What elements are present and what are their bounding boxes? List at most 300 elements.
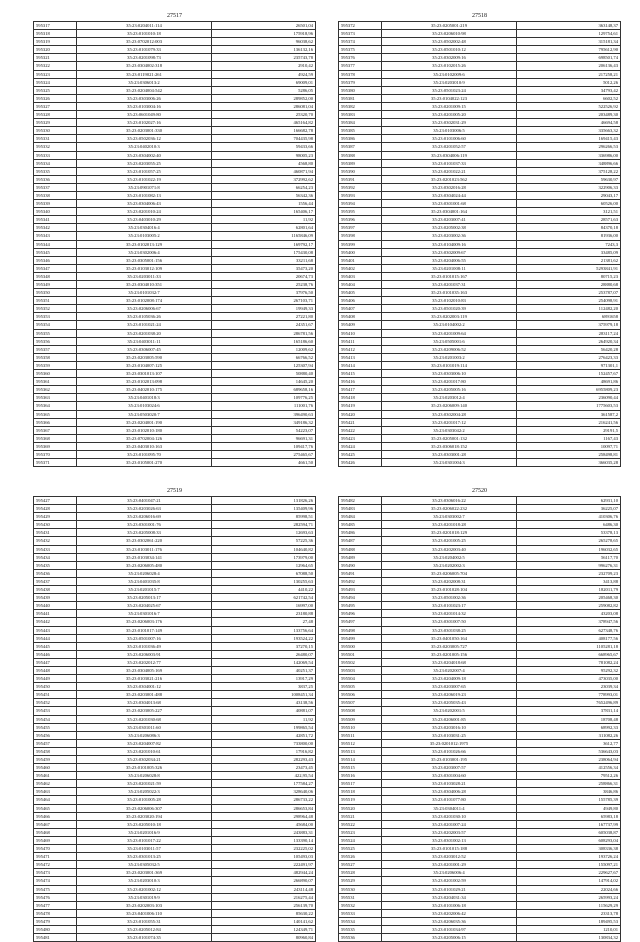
data-table [33, 21, 316, 467]
row-id-cell: 595318 [34, 30, 77, 38]
table-row [34, 418, 316, 426]
row-id-cell: 595535 [339, 925, 382, 933]
cadastral-number-cell: 35:23:0303006:10 [382, 370, 517, 378]
value-cell: 25238,76 [212, 281, 316, 289]
row-id-cell: 595337 [34, 183, 77, 191]
row-id-cell: 595531 [339, 893, 382, 901]
value-cell: 173979,00 [212, 553, 316, 561]
value-cell: 372992,62 [212, 175, 316, 183]
row-id-cell: 595471 [34, 853, 77, 861]
row-id-cell: 595394 [339, 200, 382, 208]
cadastral-number-cell: 35:23:0901071:8 [77, 183, 212, 191]
row-id-cell: 595495 [339, 602, 382, 610]
value-cell: 22024,66 [517, 885, 621, 893]
value-cell: 29043,17 [517, 191, 621, 199]
row-id-cell: 595356 [34, 337, 77, 345]
table-row [34, 200, 316, 208]
value-cell: 1210,01 [517, 925, 621, 933]
value-cell: 19949,33 [212, 305, 316, 313]
table-row [339, 78, 621, 86]
value-cell: 169792,17 [212, 240, 316, 248]
table-row [339, 240, 621, 248]
table-row [339, 804, 621, 812]
table-row [339, 54, 621, 62]
row-id-cell: 595336 [34, 175, 77, 183]
table-row [34, 183, 316, 191]
value-cell: 3612,77 [517, 739, 621, 747]
value-cell: 733800,00 [212, 739, 316, 747]
cadastral-number-cell: 35:23:0103005:2 [77, 232, 212, 240]
table-block-2 [338, 12, 621, 467]
cadastral-number-cell: 35:23:0301001:68 [382, 200, 517, 208]
cadastral-number-cell: 35:23:0105036:26 [77, 313, 212, 321]
row-id-cell: 595490 [339, 561, 382, 569]
value-cell: 1167,43 [517, 434, 621, 442]
value-cell: 34793,42 [517, 86, 621, 94]
row-id-cell: 595417 [339, 386, 382, 394]
cadastral-number-cell: 35:23:0201098:73 [77, 54, 212, 62]
cadastral-number-cell: 35:23:0301013:107 [77, 370, 212, 378]
value-cell: 6602,52 [517, 94, 621, 102]
table-row [339, 553, 621, 561]
value-cell: 56342,36 [212, 191, 316, 199]
row-id-cell: 595347 [34, 264, 77, 272]
table-row [339, 650, 621, 658]
row-id-cell: 595403 [339, 272, 382, 280]
row-id-cell: 595407 [339, 305, 382, 313]
row-id-cell: 595520 [339, 804, 382, 812]
table-row [339, 634, 621, 642]
cadastral-number-cell: 35:23:0203020:194 [77, 812, 212, 820]
row-id-cell: 595382 [339, 102, 382, 110]
cadastral-number-cell: 35:23:0401050:164 [382, 634, 517, 642]
table-row [339, 658, 621, 666]
row-id-cell: 595467 [34, 820, 77, 828]
value-cell: 111001,76 [212, 402, 316, 410]
cadastral-number-cell: 35:23:0204002:5 [382, 553, 517, 561]
table-row [339, 885, 621, 893]
value-cell: 85630,22 [212, 909, 316, 917]
value-cell: 408177,56 [517, 634, 621, 642]
row-id-cell: 595515 [339, 764, 382, 772]
value-cell: 366035,28 [517, 459, 621, 467]
table-row [34, 577, 316, 585]
row-id-cell: 595532 [339, 901, 382, 909]
cadastral-number-cell: 35:23:0304010:351 [77, 281, 212, 289]
table-row [34, 224, 316, 232]
value-cell: 112482,20 [517, 305, 621, 313]
cadastral-number-cell: 35:23:0103004:16 [77, 102, 212, 110]
cadastral-number-cell: 35:23:0103031:25 [382, 731, 517, 739]
row-id-cell: 595503 [339, 666, 382, 674]
cadastral-number-cell: 35:23:0203055:25 [77, 159, 212, 167]
table-row [34, 586, 316, 594]
table-row [34, 537, 316, 545]
value-cell: 133756,64 [212, 626, 316, 634]
table-row [339, 305, 621, 313]
cadastral-number-cell: 35:23:0203011:33 [77, 272, 212, 280]
value-cell: 4568,80 [212, 159, 316, 167]
value-cell: 18708,48 [517, 715, 621, 723]
cadastral-number-cell: 35:23:0505001:6 [382, 337, 517, 345]
table-row [34, 529, 316, 537]
table-row [339, 329, 621, 337]
value-cell: 361587,2 [517, 410, 621, 418]
cadastral-number-cell: 35:23:0302031:29 [382, 119, 517, 127]
table-row [339, 642, 621, 650]
cadastral-number-cell: 35:23:0101017:22 [77, 836, 212, 844]
table-row [34, 707, 316, 715]
row-id-cell: 595370 [34, 450, 77, 458]
cadastral-number-cell: 35:23:0104022:123 [382, 94, 517, 102]
value-cell: 17916,82 [212, 747, 316, 755]
cadastral-number-cell: 35:23:0201002:12 [77, 885, 212, 893]
value-cell: 57225,36 [212, 537, 316, 545]
table-row [34, 127, 316, 135]
row-id-cell: 595435 [34, 561, 77, 569]
value-cell: 36225,07 [517, 505, 621, 513]
row-id-cell: 595493 [339, 586, 382, 594]
row-id-cell: 595411 [339, 337, 382, 345]
table-row [34, 747, 316, 755]
table-row [34, 46, 316, 54]
row-id-cell: 595487 [339, 537, 382, 545]
table-row [34, 281, 316, 289]
table-row [34, 264, 316, 272]
value-cell: 1165846,09 [212, 232, 316, 240]
cadastral-number-cell: 35:23:0101010:18 [77, 30, 212, 38]
value-cell: 289852,00 [212, 94, 316, 102]
row-id-cell: 595399 [339, 240, 382, 248]
cadastral-number-cell: 35:23:0101015:188 [382, 845, 517, 853]
table-row [34, 248, 316, 256]
cadastral-number-cell: 35:23:0402010:175 [77, 386, 212, 394]
cadastral-number-cell: 35:23:0201003:2 [382, 353, 517, 361]
table-row [339, 529, 621, 537]
table-row [339, 731, 621, 739]
row-id-cell: 595357 [34, 345, 77, 353]
row-id-cell: 595501 [339, 650, 382, 658]
cadastral-number-cell: 35:23:0201007:24 [382, 820, 517, 828]
row-id-cell: 595505 [339, 683, 382, 691]
table-row [339, 610, 621, 618]
cadastral-number-cell: 35:23:0403010:163 [77, 442, 212, 450]
row-id-cell: 595377 [339, 62, 382, 70]
cadastral-number-cell: 35:23:0201012:1975 [382, 739, 517, 747]
row-id-cell: 595483 [339, 505, 382, 513]
row-id-cell: 595466 [34, 812, 77, 820]
row-id-cell: 595480 [34, 925, 77, 933]
cadastral-number-cell: 35:23:0101015:167 [382, 272, 517, 280]
cadastral-number-cell: 35:23:0202007:4 [382, 666, 517, 674]
table-row [339, 917, 621, 925]
table-row [339, 313, 621, 321]
row-id-cell: 595453 [34, 707, 77, 715]
cadastral-number-cell: 35:23:0201005:156 [382, 650, 517, 658]
cadastral-number-cell: 35:23:0302004:28 [382, 410, 517, 418]
table-row [339, 418, 621, 426]
row-id-cell: 595360 [34, 370, 77, 378]
value-cell: 363148,37 [517, 22, 621, 30]
row-id-cell: 595526 [339, 853, 382, 861]
value-cell: 26480,07 [212, 650, 316, 658]
cadastral-number-cell: 35:23:0201037:31 [382, 281, 517, 289]
row-id-cell: 595352 [34, 305, 77, 313]
row-id-cell: 595333 [34, 151, 77, 159]
value-cell: 46694,58 [517, 119, 621, 127]
table-row [339, 119, 621, 127]
row-id-cell: 595368 [34, 434, 77, 442]
cadastral-number-cell: 35:23:0104009:16 [382, 240, 517, 248]
cadastral-number-cell: 35:23:0302016:28 [382, 183, 517, 191]
row-id-cell: 595380 [339, 86, 382, 94]
value-cell: 169415,43 [517, 135, 621, 143]
cadastral-number-cell: 35:23:0201018:28 [382, 521, 517, 529]
value-cell: 80715,23 [517, 272, 621, 280]
table-row [339, 248, 621, 256]
block-title: 27517 [167, 13, 182, 19]
value-cell: 7652496,89 [517, 699, 621, 707]
cadastral-number-cell: 35:23:0101005:28 [77, 796, 212, 804]
row-id-cell: 595395 [339, 208, 382, 216]
cadastral-number-cell: 35:23:0304002:318 [77, 62, 212, 70]
value-cell: 1008451,34 [212, 691, 316, 699]
value-cell: 6486,30 [517, 521, 621, 529]
row-id-cell: 595327 [34, 102, 77, 110]
table-row [34, 386, 316, 394]
value-cell: 21381,62 [517, 256, 621, 264]
table-row [339, 828, 621, 836]
row-id-cell: 595408 [339, 313, 382, 321]
row-id-cell: 595438 [34, 586, 77, 594]
value-cell: 668965,67 [517, 650, 621, 658]
value-cell: 189495,53 [517, 917, 621, 925]
cadastral-number-cell: 35:23:0501023:24 [382, 86, 517, 94]
value-cell: 781082,24 [517, 658, 621, 666]
table-row [339, 909, 621, 917]
value-cell: 131826,26 [212, 497, 316, 505]
value-cell: 56420,28 [517, 345, 621, 353]
row-id-cell: 595481 [34, 934, 77, 942]
cadastral-number-cell: 35:23:0206086:3 [77, 731, 212, 739]
cadastral-number-cell: 35:23:0304011:4 [382, 804, 517, 812]
row-id-cell: 595324 [34, 78, 77, 86]
row-id-cell: 595459 [34, 756, 77, 764]
cadastral-number-cell: 35:23:0101082:13 [77, 191, 212, 199]
cadastral-number-cell: 35:23:0403011:11 [77, 337, 212, 345]
cadastral-number-cell: 35:23:0206003:176 [77, 618, 212, 626]
row-id-cell: 595328 [34, 111, 77, 119]
value-cell: 193524,22 [212, 634, 316, 642]
value-cell: 3413,88 [517, 577, 621, 585]
cadastral-number-cell: 35:23:0202001:5 [382, 707, 517, 715]
table-row [339, 297, 621, 305]
row-id-cell: 595449 [34, 675, 77, 683]
value-cell: 7243,3 [517, 240, 621, 248]
table-block-3 [33, 487, 316, 942]
value-cell: 23313,78 [517, 909, 621, 917]
cadastral-number-cell: 35:23:0101035:163 [382, 289, 517, 297]
table-row [339, 756, 621, 764]
row-id-cell: 595367 [34, 426, 77, 434]
value-cell: 130834,32 [517, 934, 621, 942]
value-cell: 60526,00 [517, 200, 621, 208]
cadastral-number-cell: 35:23:0203001:330 [77, 127, 212, 135]
row-id-cell: 595478 [34, 909, 77, 917]
table-row [339, 699, 621, 707]
row-id-cell: 595468 [34, 828, 77, 836]
value-cell: 236090,44 [517, 394, 621, 402]
cadastral-number-cell: 35:23:0302006:4 [77, 248, 212, 256]
value-cell: 11,92 [212, 715, 316, 723]
table-row [34, 62, 316, 70]
table-row [34, 321, 316, 329]
row-id-cell: 595461 [34, 772, 77, 780]
cadastral-number-cell: 35:23:0202012:77 [77, 658, 212, 666]
value-cell: 6955809,23 [517, 386, 621, 394]
table-row [34, 159, 316, 167]
row-id-cell: 595393 [339, 191, 382, 199]
row-id-cell: 595496 [339, 610, 382, 618]
table-row [339, 925, 621, 933]
row-id-cell: 595516 [339, 772, 382, 780]
table-row [34, 232, 316, 240]
table-row [339, 442, 621, 450]
table-block-4 [338, 487, 621, 942]
cadastral-number-cell: 35:23:0204006:55 [382, 256, 517, 264]
table-row [339, 845, 621, 853]
table-row [34, 650, 316, 658]
table-row [34, 699, 316, 707]
value-cell: 6891658 [517, 313, 621, 321]
table-row [34, 683, 316, 691]
value-cell: 43203,08 [517, 610, 621, 618]
row-id-cell: 595500 [339, 642, 382, 650]
row-id-cell: 595534 [339, 917, 382, 925]
row-id-cell: 595320 [34, 46, 77, 54]
row-id-cell: 595355 [34, 329, 77, 337]
row-id-cell: 595508 [339, 707, 382, 715]
cadastral-number-cell: 35:23:0601049:80 [77, 111, 212, 119]
cadastral-number-cell: 35:23:0202003:57 [382, 828, 517, 836]
value-cell: 254098,91 [517, 297, 621, 305]
cadastral-number-cell: 35:23:0306007:45 [77, 345, 212, 353]
row-id-cell: 595458 [34, 747, 77, 755]
table-row [34, 780, 316, 788]
value-cell: 96038,62 [212, 38, 316, 46]
cadastral-number-cell: 35:23:0301001:76 [77, 521, 212, 529]
cadastral-number-cell: 35:23:0201023:562 [382, 175, 517, 183]
cadastral-number-cell: 35:23:0101006:60 [382, 135, 517, 143]
row-id-cell: 595329 [34, 119, 77, 127]
value-cell: 109776,25 [212, 394, 316, 402]
value-cell: 3121,51 [517, 208, 621, 216]
value-cell: 85998,51 [212, 513, 316, 521]
cadastral-number-cell: 35:23:0201015:7 [77, 586, 212, 594]
cadastral-number-cell: 35:23:0204018:68 [382, 658, 517, 666]
value-cell: 3837,25 [212, 683, 316, 691]
cadastral-number-cell: 35:23:0306013:2 [77, 78, 212, 86]
value-cell: 232709,23 [517, 569, 621, 577]
table-row [34, 370, 316, 378]
cadastral-number-cell: 35:23:0501020:39 [382, 305, 517, 313]
cadastral-number-cell: 35:23:0201018:129 [382, 529, 517, 537]
value-cell: 165186,60 [212, 337, 316, 345]
table-row [339, 208, 621, 216]
row-id-cell: 595436 [34, 569, 77, 577]
value-cell: 264920,34 [517, 337, 621, 345]
row-id-cell: 595419 [339, 402, 382, 410]
row-id-cell: 595446 [34, 650, 77, 658]
table-row [339, 561, 621, 569]
cadastral-number-cell: 35:23:0201021:59 [77, 780, 212, 788]
data-table [338, 496, 621, 942]
row-id-cell: 595506 [339, 691, 382, 699]
row-id-cell: 595489 [339, 553, 382, 561]
table-row [34, 521, 316, 529]
cadastral-number-cell: 35:23:0206016:69 [77, 513, 212, 521]
cadastral-number-cell: 35:23:0102010:180 [77, 426, 212, 434]
cadastral-number-cell: 35:23:0306016:22 [382, 497, 517, 505]
table-row [34, 804, 316, 812]
row-id-cell: 595456 [34, 731, 77, 739]
table-row [34, 70, 316, 78]
row-id-cell: 595423 [339, 434, 382, 442]
table-row [339, 537, 621, 545]
row-id-cell: 595331 [34, 135, 77, 143]
value-cell: 473035,00 [517, 675, 621, 683]
cadastral-number-cell: 35:23:0101029:21 [382, 885, 517, 893]
table-row [34, 820, 316, 828]
value-cell: 605038,87 [517, 828, 621, 836]
value-cell: 348896,66 [517, 159, 621, 167]
value-cell: 37270,15 [212, 642, 316, 650]
table-row [34, 297, 316, 305]
value-cell: 4949,80 [517, 804, 621, 812]
table-row [34, 167, 316, 175]
cadastral-number-cell: 35:23:0205001:219 [382, 22, 517, 30]
table-row [339, 200, 621, 208]
table-row [339, 545, 621, 553]
cadastral-number-cell: 35:23:0206006:307 [77, 804, 212, 812]
cadastral-number-cell: 35:23:0201009:15 [382, 102, 517, 110]
cadastral-number-cell: 35:23:0203012:52 [382, 853, 517, 861]
cadastral-number-cell: 35:23:0103021:216 [77, 675, 212, 683]
value-cell: 286733,22 [212, 796, 316, 804]
value-cell: 16997,00 [212, 602, 316, 610]
row-id-cell: 595460 [34, 764, 77, 772]
cadastral-number-cell: 35:23:0204009:18 [382, 675, 517, 683]
value-cell: 66254,23 [212, 183, 316, 191]
value-cell: 23473,45 [212, 764, 316, 772]
cadastral-number-cell: 35:23:0101017:149 [77, 626, 212, 634]
value-cell: 50880,40 [212, 370, 316, 378]
row-id-cell: 595425 [339, 450, 382, 458]
row-id-cell: 595432 [34, 537, 77, 545]
value-cell: 3846,86 [517, 788, 621, 796]
cadastral-number-cell: 35:23:0203007:41 [382, 216, 517, 224]
value-cell: 80960,84 [212, 934, 316, 942]
table-row [339, 410, 621, 418]
value-cell: 336986,00 [517, 151, 621, 159]
table-row [339, 183, 621, 191]
table-row [339, 402, 621, 410]
cadastral-number-cell: 35:23:0301019:9 [77, 893, 212, 901]
row-id-cell: 595513 [339, 747, 382, 755]
table-row [34, 361, 316, 369]
row-id-cell: 595494 [339, 594, 382, 602]
table-row [339, 853, 621, 861]
